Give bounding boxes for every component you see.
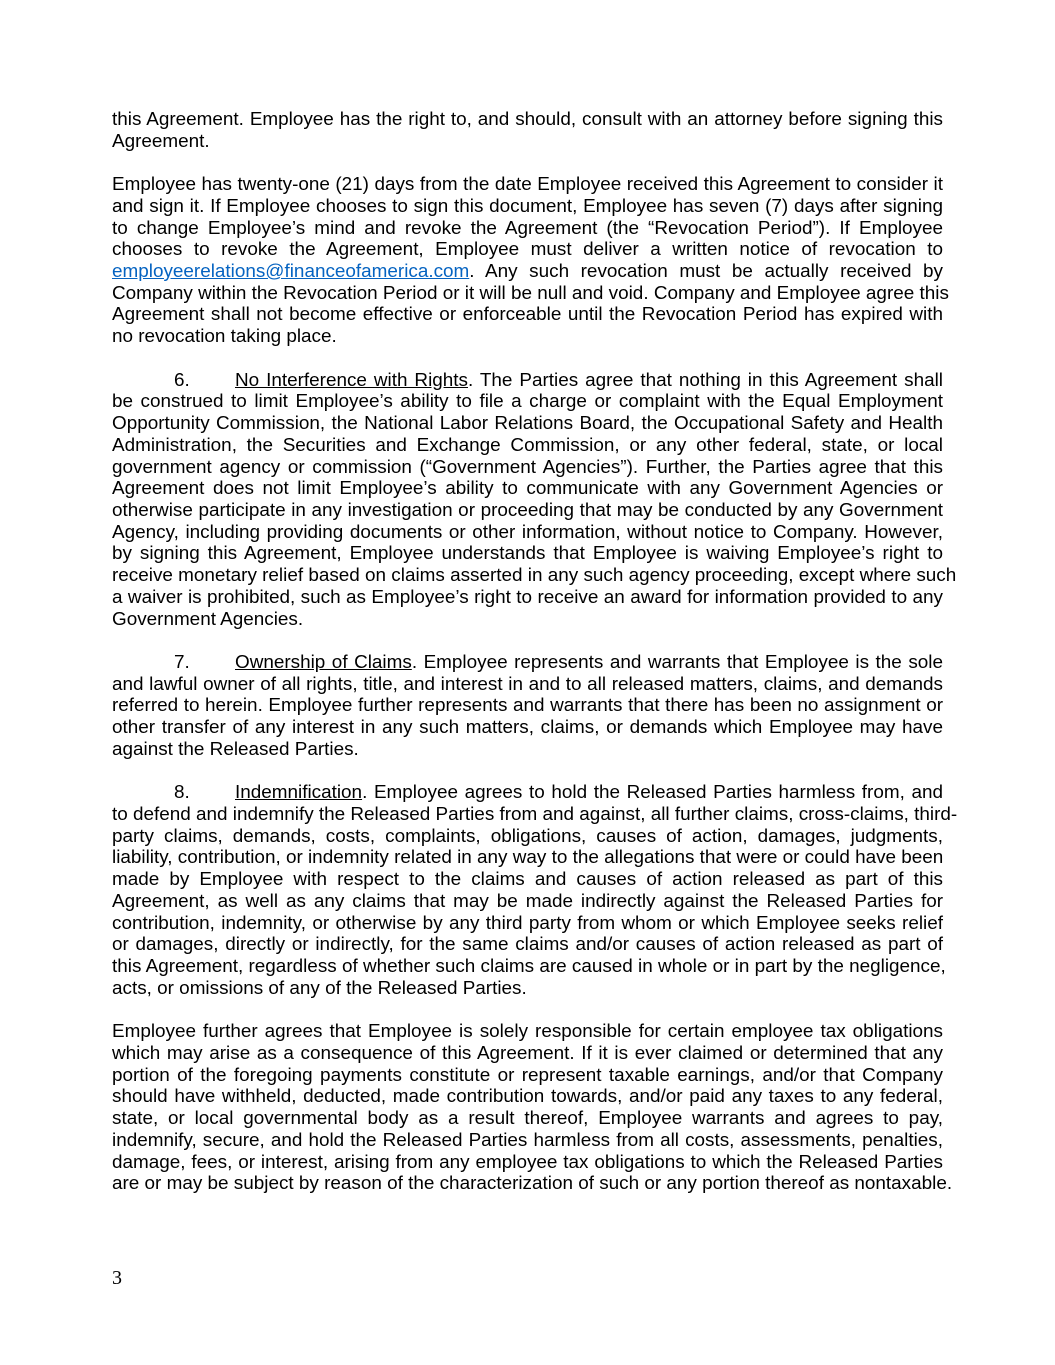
email-link[interactable]: employeerelations@financeofamerica.com bbox=[112, 261, 470, 283]
text-line: this Agreement, regardless of whether such claims are caused in whole or in part by the negligence, bbox=[112, 956, 946, 978]
text-line: receive monetary relief based on claims asserted in any such agency proceeding, except where such bbox=[112, 565, 957, 587]
section-first-line bbox=[112, 652, 943, 674]
text-line: government agency or commission (“Government Agencies”). Further, the Parties agree that this bbox=[112, 456, 943, 478]
text-line: Government Agencies. bbox=[112, 608, 304, 630]
text-line: to change Employee’s mind and revoke the Agreement (the “Revocation Period”). If Employee bbox=[112, 217, 943, 239]
section-7 bbox=[112, 652, 943, 761]
text-line: Agreement shall not become effective or enforceable until the Revocation Period has expired with bbox=[112, 304, 943, 326]
section-heading: Ownership of Claims bbox=[235, 651, 412, 673]
section-number: 7. bbox=[174, 651, 190, 673]
paragraph-tax bbox=[112, 1021, 953, 1195]
section-first-line-text: . Employee agrees to hold the Released Parties harmless from, and bbox=[362, 782, 943, 804]
section-first-line bbox=[112, 782, 943, 804]
page-number: 3 bbox=[112, 1267, 122, 1289]
text-line: should have withheld, deducted, made contribution towards, and/or paid any taxes to any federal, bbox=[112, 1086, 943, 1108]
text-line: this Agreement. Employee has the right to, and should, consult with an attorney before signing this bbox=[112, 109, 943, 130]
text-line: Administration, the Securities and Exchange Commission, or any other federal, state, or local bbox=[112, 434, 943, 456]
section-heading: No Interference with Rights bbox=[235, 369, 468, 391]
text-line: referred to herein. Employee further represents and warrants that there has been no assignment or bbox=[112, 695, 943, 717]
section-number: 8. bbox=[174, 782, 190, 804]
text-line: Agency, including providing documents or other information, without notice to Company. However, bbox=[112, 521, 943, 543]
section-number: 6. bbox=[174, 369, 190, 391]
text-line: party claims, demands, costs, complaints, obligations, causes of action, damages, judgments, bbox=[112, 825, 943, 847]
email-line bbox=[112, 261, 943, 283]
text-line: Company within the Revocation Period or it will be null and void. Company and Employee agree this bbox=[112, 282, 949, 304]
text-line: Agreement does not limit Employee’s ability to communicate with any Government Agencies or bbox=[112, 478, 943, 500]
text-line: contribution, indemnity, or otherwise by any third party from whom or which Employee seeks relief bbox=[112, 912, 943, 934]
section-first-line-text: . The Parties agree that nothing in this Agreement shall bbox=[467, 369, 943, 391]
text-line: be construed to limit Employee’s ability to file a charge or complaint with the Equal Employment bbox=[112, 391, 943, 413]
text-line: a waiver is prohibited, such as Employee’s right to receive an award for information provided to any bbox=[112, 586, 943, 608]
document-body bbox=[112, 109, 958, 1217]
text-line: state, or local governmental body as a result thereof, Employee warrants and agrees to pay, bbox=[112, 1108, 943, 1130]
text-line: and lawful owner of all rights, title, and interest in and to all released matters, claims, and demands bbox=[112, 673, 943, 695]
text-line: no revocation taking place. bbox=[112, 326, 337, 348]
text-line: against the Released Parties. bbox=[112, 738, 359, 760]
text-line: Agreement, as well as any claims that may be made indirectly against the Released Parties for bbox=[112, 890, 943, 912]
text-line: indemnify, secure, and hold the Released Parties harmless from all costs, assessments, penalties, bbox=[112, 1129, 943, 1151]
text-line: to defend and indemnify the Released Parties from and against, all further claims, cross-claims, third- bbox=[112, 804, 958, 825]
text-line: or damages, directly or indirectly, for the same claims and/or causes of action released as part of bbox=[112, 934, 943, 956]
text-line: by signing this Agreement, Employee understands that Employee is waiving Employee’s right to bbox=[112, 543, 943, 565]
section-heading: Indemnification bbox=[235, 782, 363, 804]
section-first-line bbox=[112, 370, 943, 392]
text-line: otherwise participate in any investigation or proceeding that may be conducted by any Government bbox=[112, 499, 943, 521]
text-line: and sign it. If Employee chooses to sign this document, Employee has seven (7) days after signing bbox=[112, 195, 943, 217]
text-line: Employee has twenty-one (21) days from the date Employee received this Agreement to consider it bbox=[112, 174, 943, 196]
email-line-text: . Any such revocation must be actually received by bbox=[469, 261, 943, 283]
text-line: which may arise as a consequence of this Agreement. If it is ever claimed or determined that any bbox=[112, 1042, 943, 1064]
paragraph-intro bbox=[112, 109, 943, 152]
section-8 bbox=[112, 782, 958, 999]
text-line: liability, contribution, or indemnity related in any way to the allegations that were or could have been bbox=[112, 847, 944, 869]
text-line: chooses to revoke the Agreement, Employee must deliver a written notice of revocation to bbox=[112, 239, 943, 261]
text-line: made by Employee with respect to the claims and causes of action released as part of this bbox=[112, 869, 943, 891]
text-line: damage, fees, or interest, arising from any employee tax obligations to which the Released Parties bbox=[112, 1151, 943, 1173]
section-first-line-text: . Employee represents and warrants that Employee is the sole bbox=[411, 651, 943, 673]
paragraph-revocation bbox=[112, 174, 949, 348]
text-line: acts, or omissions of any of the Released Parties. bbox=[112, 977, 527, 999]
text-line: Agreement. bbox=[112, 130, 210, 152]
text-line: Employee further agrees that Employee is solely responsible for certain employee tax obligations bbox=[112, 1021, 943, 1043]
text-line: Opportunity Commission, the National Labor Relations Board, the Occupational Safety and Health bbox=[112, 413, 943, 435]
text-line: are or may be subject by reason of the characterization of such or any portion thereof as nontaxable. bbox=[112, 1173, 953, 1195]
section-6 bbox=[112, 369, 957, 631]
text-line: portion of the foregoing payments constitute or represent taxable earnings, and/or that Company bbox=[112, 1064, 943, 1086]
text-line: other transfer of any interest in any such matters, claims, or demands which Employee may have bbox=[112, 717, 943, 739]
